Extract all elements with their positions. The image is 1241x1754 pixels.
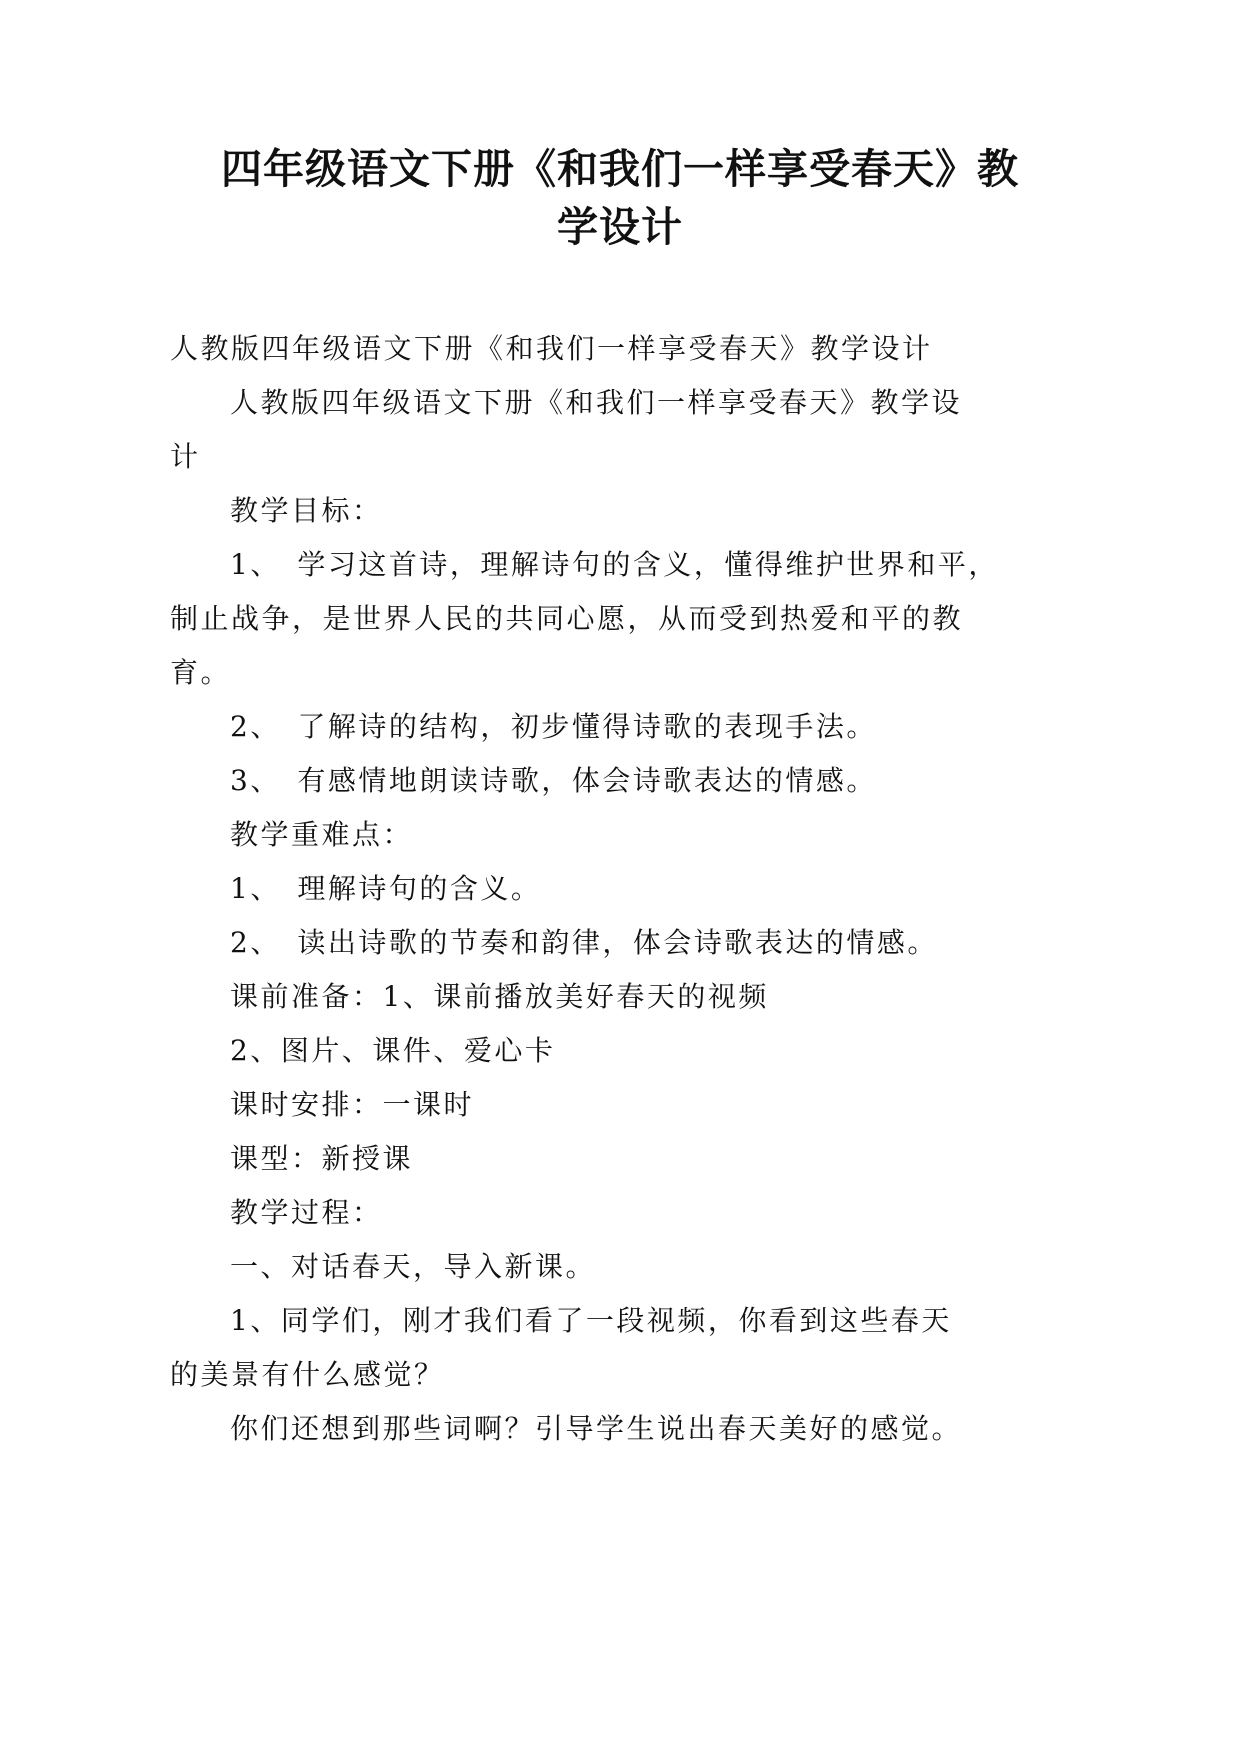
document-title-line-2: 学设计 xyxy=(557,203,683,251)
lesson-type-line: 课型：新授课 xyxy=(230,1142,414,1175)
process-step-1-item-1-continued: 的美景有什么感觉？ xyxy=(170,1358,445,1391)
objective-item-3: 3、 有感情地朗读诗歌，体会诗歌表达的情感。 xyxy=(230,764,877,797)
section-heading-objectives: 教学目标： xyxy=(230,494,383,527)
objective-item-1-continued: 制止战争，是世界人民的共同心愿，从而受到热爱和平的教 xyxy=(170,602,964,635)
intro-line-continued: 计 xyxy=(170,440,201,473)
objective-item-1-continued-2: 育。 xyxy=(170,656,232,689)
preparation-line: 课前准备：1、课前播放美好春天的视频 xyxy=(230,980,769,1013)
process-step-1-heading: 一、对话春天，导入新课。 xyxy=(230,1250,597,1283)
intro-line: 人教版四年级语文下册《和我们一样享受春天》教学设 xyxy=(230,386,963,419)
preparation-line-2: 2、图片、课件、爱心卡 xyxy=(230,1034,556,1067)
document-title xyxy=(170,140,1070,256)
document-title-line-1: 四年级语文下册《和我们一样享受春天》教 xyxy=(221,145,1019,193)
key-point-item-1: 1、 理解诗句的含义。 xyxy=(230,872,542,905)
section-heading-process: 教学过程： xyxy=(230,1196,383,1229)
section-heading-key-points: 教学重难点： xyxy=(230,818,414,851)
document-body xyxy=(170,322,1070,1456)
process-step-1-item-1: 1、同学们，刚才我们看了一段视频，你看到这些春天 xyxy=(230,1304,952,1337)
key-point-item-2: 2、 读出诗歌的节奏和韵律，体会诗歌表达的情感。 xyxy=(230,926,938,959)
subtitle-line: 人教版四年级语文下册《和我们一样享受春天》教学设计 xyxy=(170,332,933,365)
schedule-line: 课时安排：一课时 xyxy=(230,1088,475,1121)
objective-item-1: 1、 学习这首诗，理解诗句的含义，懂得维护世界和平， xyxy=(230,548,999,581)
objective-item-2: 2、 了解诗的结构，初步懂得诗歌的表现手法。 xyxy=(230,710,877,743)
process-step-1-item-2: 你们还想到那些词啊？引导学生说出春天美好的感觉。 xyxy=(230,1412,963,1445)
